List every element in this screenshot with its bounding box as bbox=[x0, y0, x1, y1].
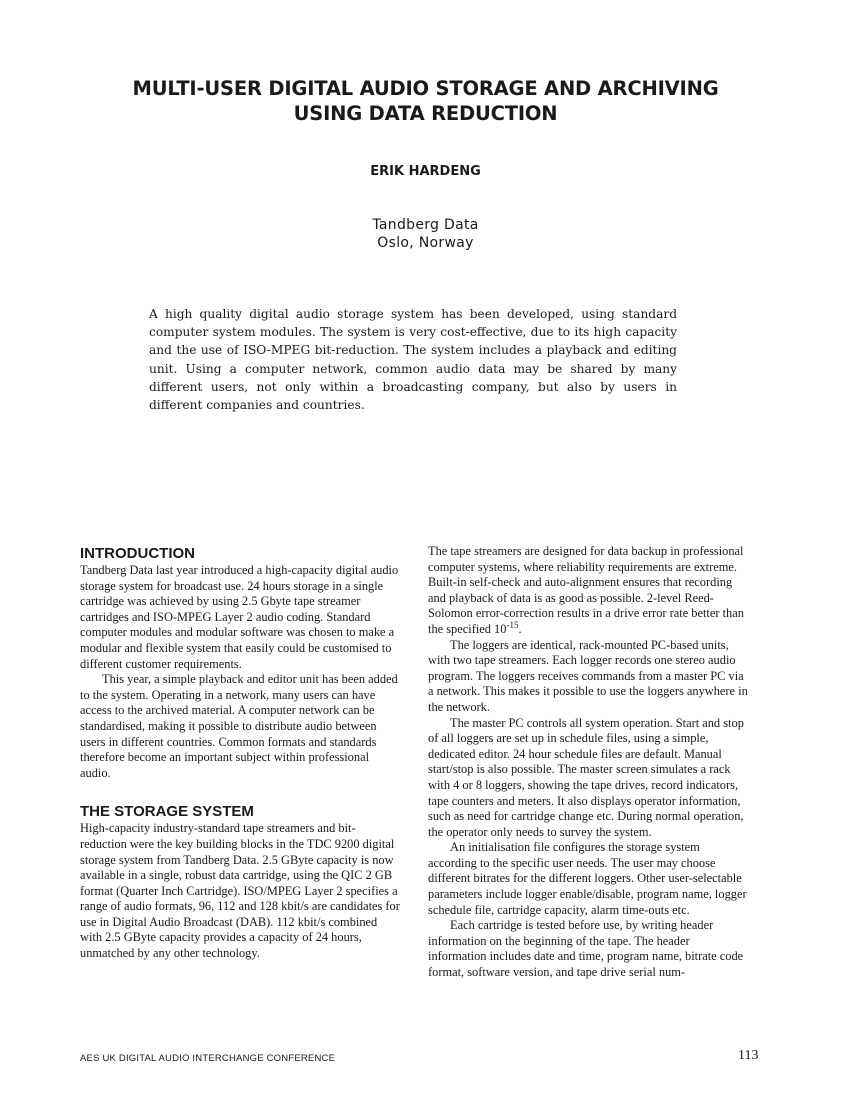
error-rate-exponent: -15 bbox=[506, 619, 519, 630]
right-paragraph-1-text: The tape streamers are designed for data backup in professional computer systems, where reliability requirements are extreme. Built-in self-check and auto-alignment ensures that recording and playback of data is as good as possible. 2-level Reed-Solomon error-correction results in a drive error rate better than the specified 10 bbox=[428, 544, 744, 636]
right-paragraph-1 bbox=[428, 544, 750, 638]
affiliation-org: Tandberg Data bbox=[372, 217, 479, 233]
storage-paragraph-1: High-capacity industry-standard tape streamers and bit-reduction were the key building blocks in the TDC 9200 digital storage system from Tandberg Data. 2.5 GByte capacity is now available in a single, robust data cartridge, using the QIC 2 GB format (Quarter Inch Cartridge). ISO/MPEG Layer 2 specifies a range of audio formats, 96, 112 and 128 kbit/s are candidates for use in Digital Audio Broadcast (DAB). 112 kbit/s combined with 2.5 GByte capacity provides a capacity of 24 hours, unmatched by any other technology. bbox=[80, 821, 400, 961]
right-paragraph-1-end: . bbox=[518, 621, 522, 636]
author-name: ERIK HARDENG bbox=[370, 164, 481, 179]
title-line-1: MULTI-USER DIGITAL AUDIO STORAGE AND ARCHIVING bbox=[132, 77, 719, 100]
affiliation bbox=[0, 216, 851, 252]
right-column bbox=[428, 544, 750, 981]
intro-paragraph-2: This year, a simple playback and editor unit has been added to the system. Operating in a network, many users can have access to the archived material. A computer network can be standardised, making it possible to distribute audio between users in different countries. Common formats and standards therefore become an important subject within professional audio. bbox=[80, 672, 398, 780]
title-line-2: USING DATA REDUCTION bbox=[293, 102, 558, 125]
affiliation-city: Oslo, Norway bbox=[377, 235, 474, 251]
section-heading-introduction: INTRODUCTION bbox=[80, 545, 195, 562]
paper-title bbox=[60, 76, 791, 126]
right-paragraph-4: An initialisation file configures the storage system according to the specific user needs. The user may choose different bitrates for the different loggers. Other user-selectable parameters include logger enable/disable, program name, logger schedule file, cartridge capacity, alarm time-outs etc. bbox=[428, 840, 747, 917]
left-column bbox=[80, 545, 402, 962]
right-paragraph-2: The loggers are identical, rack-mounted PC-based units, with two tape streamers. Each logger records one stereo audio program. The loggers receives commands from a master PC via a network. This makes it possible to use the loggers anywhere in the network. bbox=[428, 637, 748, 714]
intro-paragraph-1: Tandberg Data last year introduced a high-capacity digital audio storage system for broadcast use. 24 hours storage in a single cartridge was achieved by using 2.5 Gbyte tape streamer cartridges and ISO-MPEG Layer 2 audio coding. Standard computer modules and modular software was chosen to make a modular and flexible system that easily could be customised to different customer requirements. bbox=[80, 563, 399, 671]
abstract: A high quality digital audio storage system has been developed, using standard computer system modules. The system is very cost-effective, due to its high capacity and the use of ISO-MPEG bit-reduction. The system includes a playback and editing unit. Using a computer network, common audio data may be shared by many different users, not only within a broadcasting company, but also by users in different companies and countries. bbox=[149, 307, 677, 413]
right-paragraph-5: Each cartridge is tested before use, by writing header information on the beginning of the tape. The header information includes date and time, program name, bitrate code format, software version, and tape drive serial num- bbox=[428, 918, 744, 980]
footer-conference-name: AES UK DIGITAL AUDIO INTERCHANGE CONFERENCE bbox=[80, 1053, 336, 1064]
right-paragraph-3: The master PC controls all system operation. Start and stop of all loggers are set up in schedule files, using a simple, dedicated editor. 24 hour schedule files are default. Manual start/stop is also possible. The master screen simulates a rack with 4 or 8 loggers, showing the tape drives, record indicators, tape counters and meters. It also displays operator information, such as need for cartridge change etc. During normal operation, the operator only needs to survey the system. bbox=[428, 715, 744, 839]
section-heading-storage-system: THE STORAGE SYSTEM bbox=[80, 803, 254, 821]
page-number: 113 bbox=[738, 1048, 759, 1063]
section-gap bbox=[80, 781, 402, 803]
